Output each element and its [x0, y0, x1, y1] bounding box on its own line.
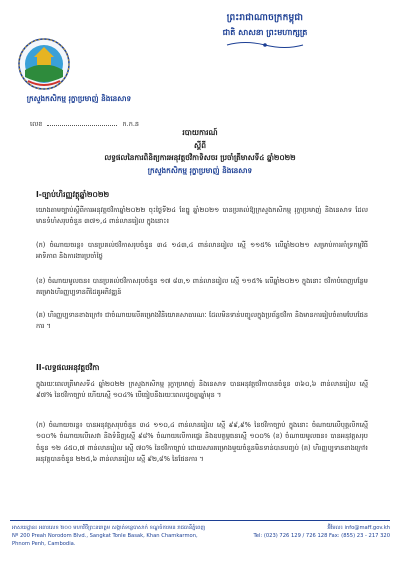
section-heading-budget-law: I-ច្បាប់ហិរញ្ញវត្ថុឆ្នាំ២០២២	[36, 190, 110, 199]
report-ministry: ក្រសួងកសិកម្ម រុក្ខាប្រមាញ់ និងនេសាទ	[147, 166, 253, 175]
paragraph-external-financing: (គ) ហិរញ្ញប្បទានខាងក្រៅ៖ ជាចំណាយលើគម្រោងវិនិយោគសាធារណៈ ដែលមិនទាន់បញ្ចូលក្នុងប្រព័ន្ធថវិកា និងមានការរៀបចំតាមបែបផែនការ ។	[36, 311, 368, 331]
footer-contact	[232, 524, 390, 540]
paragraph-intro: យោងតាមច្បាប់ស្តីពីការអនុវត្តថវិកាឆ្នាំ២០២២ ចុះថ្ងៃទី២៤ ខែធ្នូ ឆ្នាំ២០២១ បានប្រគល់ឱ្យក្រសួងកសិកម្ម រុក្ខាប្រមាញ់ និងនេសាទ ដែលមានទំហំសរុបចំនួន ៣៧១,៤ ពាន់លានរៀល ក្នុងនោះ៖	[36, 206, 368, 226]
footer-address	[12, 524, 212, 548]
section-heading-budget-results: II-លទ្ធផលអនុវត្តថវិកា	[36, 363, 100, 372]
ministry-logo-icon	[16, 37, 72, 91]
paragraph-results-detail: (ក) ចំណាយចរន្ត៖ បានអនុវត្តសរុបចំនួន ៣៤ ១១០,៤ ពាន់លានរៀល ស្មើ ៩៩,៩% នៃថវិកាច្បាប់ ក្នុងនោះ ចំណាយលើបុគ្គលិកស្មើ ១០០% ចំណាយលើសេវា និងទំនិញស្មើ ៩៨% ចំណាយលើការផ្ទេរ និងឧបត្ថម្ភធនស្មើ ១០០% (ខ) ចំណាយមូលធន៖ បានអនុវត្តសរុបចំនួន ១២ ៤៥០,៧ ពាន់លានរៀល ស្មើ ៧០% នៃថវិកាច្បាប់ ដោយសារគម្រោងមួយចំនួនមិនទាន់បានបញ្ចប់ (គ) ហិរញ្ញប្បទានខាងក្រៅ៖ អនុវត្តបានចំនួន ២២៥,៦ ពាន់លានរៀល ស្មើ ៩២,៨% នៃផែនការ ។	[36, 421, 368, 464]
kingdom-heading: ព្រះរាជាណាចក្រកម្ពុជា	[226, 13, 304, 23]
report-subject: លទ្ធផលនៃការពិនិត្យការអនុវត្តថវិកាទិសចរ ប្រចាំត្រីមាសទី៤ ឆ្នាំ២០២២	[104, 153, 296, 162]
ref-prefix: លេខ	[30, 120, 43, 128]
report-subject-label: ស្ដីពី	[194, 141, 206, 150]
national-motto: ជាតិ សាសនា ព្រះមហាក្សត្រ	[222, 28, 308, 37]
footer-address-english: Nº 200 Preah Norodom Blvd., Sangkat Tonle Basak, Khan Chamkarmon, Phnom Penh, Cambodia.	[12, 533, 198, 547]
ornament-divider-icon	[225, 40, 305, 50]
footer-email: អ៊ីមែល៖ info@maff.gov.kh	[327, 525, 390, 531]
footer-phone-fax: Tel: (023) 726 129 / 726 128 Fax: (855) 23 - 217 320	[253, 533, 390, 539]
ref-number-blank	[47, 125, 117, 126]
paragraph-current-expenditure: (ក) ចំណាយចរន្ត៖ បានប្រគល់ថវិកាសរុបចំនួន ៣៤ ១៤៣,៤ ពាន់លានរៀល ស្មើ ១១៥% លើឆ្នាំ២០២១ សម្រាប់ការគាំទ្រកម្មវិធីអាទិភាព និងការងារប្រចាំថ្ងៃ	[36, 241, 368, 261]
paragraph-capital-expenditure: (ខ) ចំណាយមូលធន៖ បានប្រគល់ថវិកាសរុបចំនួន ១៧ ៨៣,១ ពាន់លានរៀល ស្មើ ១១៥% លើឆ្នាំ២០២១ ក្នុងនោះ ថវិកាបំពេញបន្ថែមគម្រោងហិរញ្ញប្បទានពីដៃគូអភិវឌ្ឍន៍	[36, 277, 368, 297]
report-title: របាយការណ៍	[182, 128, 218, 137]
ministry-name: ក្រសួងកសិកម្ម រុក្ខាប្រមាញ់ និងនេសាទ	[26, 94, 132, 103]
ref-suffix: ក.ក.ន	[122, 120, 140, 128]
paragraph-results-summary: ក្នុងរយៈពេលត្រីមាសទី៤ ឆ្នាំ២០២២ ក្រសួងកសិកម្ម រុក្ខាប្រមាញ់ និងនេសាទ បានអនុវត្តថវិកាបានចំនួន ៣៦០,៦ ពាន់លានរៀល ស្មើ ៩៧% នៃថវិកាច្បាប់ ហើយស្មើ ១០៤% បើធៀបនឹងរយៈពេលដូចគ្នាឆ្នាំមុន ។	[36, 380, 368, 400]
footer-divider	[10, 520, 390, 521]
footer-address-khmer: អាសយដ្ឋាន៖ អគារលេខ ២០០ មហាវិថីព្រះនរោត្តម សង្កាត់ទន្លេបាសាក់ ខណ្ឌចំការមន រាជធានីភ្នំពេញ	[12, 525, 206, 531]
